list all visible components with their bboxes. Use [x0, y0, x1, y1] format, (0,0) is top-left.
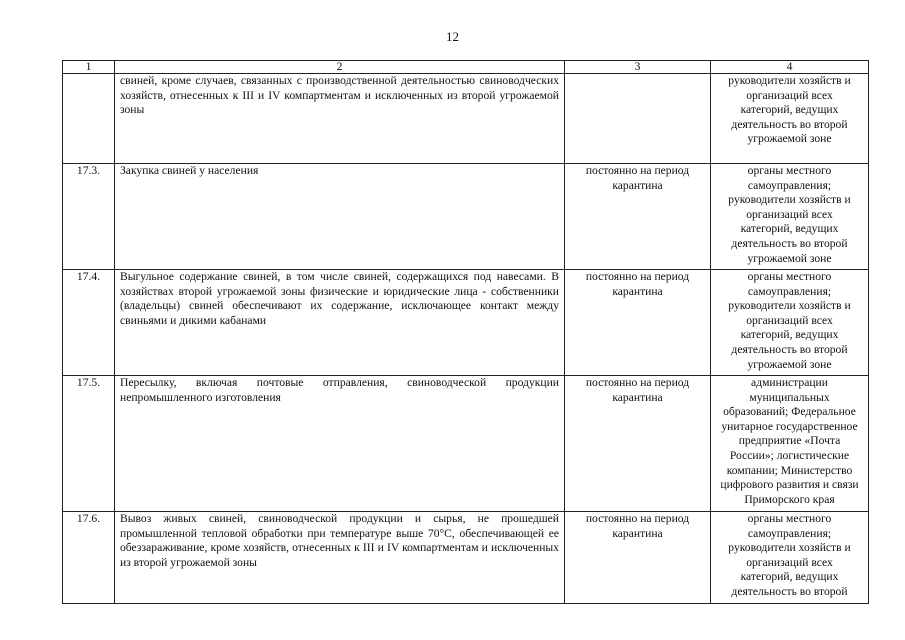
responsible-line: компании; Министерство [726, 463, 853, 477]
responsible-line: самоуправления; [747, 284, 832, 298]
row-number: 17.3. [63, 164, 115, 270]
term-line: карантина [612, 390, 663, 404]
term-cell [565, 74, 711, 164]
responsible-line: деятельность во второй [731, 117, 848, 131]
measure-text: свиней, кроме случаев, связанных с производственной деятельностью свиноводческих хозяйств, отнесенных к III и IV компартментам и исключенных из второй угрожаемой зоны [115, 74, 565, 164]
responsible-line: органы местного [747, 164, 832, 177]
responsible-line: деятельность во второй [731, 342, 848, 356]
responsible-cell [711, 270, 869, 376]
responsible-line: администрации [751, 376, 828, 389]
term-line: карантина [612, 284, 663, 298]
responsible-line: организаций всех [746, 207, 833, 221]
measures-table [62, 60, 869, 604]
responsible-line: руководители хозяйств и [728, 299, 851, 313]
responsible-line: угрожаемой зоне [747, 357, 832, 371]
responsible-line: органы местного [747, 270, 832, 283]
term-cell [565, 376, 711, 512]
measure-text: Пересылку, включая почтовые отправления, свиноводческой продукции непромышленного изготовления [115, 376, 565, 512]
responsible-line: цифрового развития и связи [720, 478, 859, 492]
responsible-line: унитарное государственное [721, 419, 858, 433]
responsible-line: образований; Федеральное [723, 405, 856, 419]
measure-text: Закупка свиней у населения [115, 164, 565, 270]
responsible-line: категорий, ведущих [740, 103, 839, 117]
row-number: 17.6. [63, 512, 115, 604]
responsible-line: предприятие «Почта [738, 434, 841, 448]
column-header-1: 1 [63, 61, 115, 74]
responsible-line: руководители хозяйств и [728, 193, 851, 207]
responsible-cell [711, 164, 869, 270]
term-line: карантина [612, 526, 663, 540]
table-row [63, 270, 869, 376]
responsible-line: деятельность во второй [731, 584, 848, 598]
responsible-cell [711, 376, 869, 512]
responsible-line: угрожаемой зоне [747, 132, 832, 146]
table-row [63, 164, 869, 270]
responsible-line: организаций всех [746, 313, 833, 327]
row-number [63, 74, 115, 164]
term-line: постоянно на период [585, 376, 690, 389]
column-header-4: 4 [711, 61, 869, 74]
term-line: постоянно на период [585, 270, 690, 283]
responsible-line: деятельность во второй [731, 236, 848, 250]
responsible-line: России»; логистические [729, 448, 850, 462]
responsible-line: руководители хозяйств и [728, 541, 851, 555]
table-row [63, 512, 869, 604]
row-number: 17.4. [63, 270, 115, 376]
responsible-line: категорий, ведущих [740, 222, 839, 236]
responsible-line: угрожаемой зоне [747, 251, 832, 265]
responsible-line: самоуправления; [747, 178, 832, 192]
responsible-line: категорий, ведущих [740, 570, 839, 584]
row-number: 17.5. [63, 376, 115, 512]
term-line: постоянно на период [585, 164, 690, 177]
responsible-line: категорий, ведущих [740, 328, 839, 342]
term-line: карантина [612, 178, 663, 192]
responsible-line: Приморского края [744, 492, 835, 506]
responsible-cell [711, 512, 869, 604]
table-row [63, 74, 869, 164]
page-number: 12 [446, 29, 459, 44]
measure-text: Вывоз живых свиней, свиноводческой продукции и сырья, не прошедшей промышленной тепловой обработки при температуре выше 70°С, обеспечивающей ее обеззараживание, кроме хозяйств, отнесенных к III и IV компартментам и исключенных из второй угрожаемой зоны [115, 512, 565, 604]
term-cell [565, 512, 711, 604]
column-header-3: 3 [565, 61, 711, 74]
term-line: постоянно на период [585, 512, 690, 525]
responsible-line: организаций всех [746, 555, 833, 569]
responsible-line: руководители хозяйств и [728, 74, 851, 87]
responsible-line: организаций всех [746, 88, 833, 102]
column-header-2: 2 [115, 61, 565, 74]
responsible-cell [711, 74, 869, 164]
responsible-line: самоуправления; [747, 526, 832, 540]
term-cell [565, 270, 711, 376]
table-row [63, 376, 869, 512]
term-cell [565, 164, 711, 270]
table-header-row [63, 61, 869, 74]
responsible-line: органы местного [747, 512, 832, 525]
measure-text: Выгульное содержание свиней, в том числе свиней, содержащихся под навесами. В хозяйствах второй угрожаемой зоны физические и юридические лица - собственники (владельцы) свиней обеспечивают их содержание, исключающее контакт между свиньями и дикими кабанами [115, 270, 565, 376]
responsible-line: муниципальных [749, 390, 830, 404]
